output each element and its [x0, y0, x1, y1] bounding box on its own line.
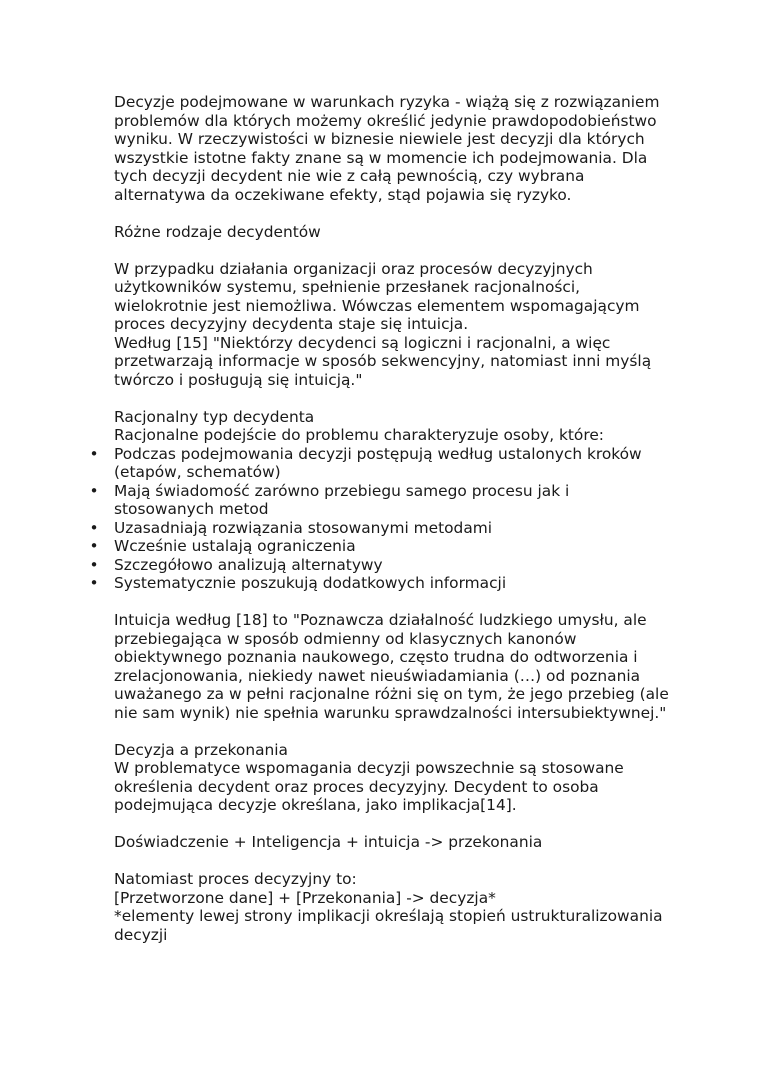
list-item [89, 574, 674, 593]
list-item-text: Systematycznie poszukują dodatkowych informacji [114, 574, 507, 592]
list-item-text: Mają świadomość zarówno przebiegu samego procesu jak i stosowanych metod [114, 481, 570, 518]
list-item-text: Uzasadniają rozwiązania stosowanymi metodami [114, 518, 493, 537]
list-item [89, 444, 674, 482]
formula-decision: [Przetworzone dane] + [Przekonania] -> decyzja* [114, 888, 496, 907]
heading-decision-maker-types: Różne rodzaje decydentów [114, 222, 321, 241]
paragraph-quote-15: Według [15] "Niektórzy decydenci są logiczni i racjonalni, a więc przetwarzają informacje w sposób sekwencyjny, natomiast inni myślą twórczo i posługują się intuicją." [114, 333, 652, 389]
spacer [114, 593, 674, 612]
list-item [89, 481, 674, 519]
document-body [89, 93, 674, 944]
list-item-text: Podczas podejmowania decyzji postępują według ustalonych kroków (etapów, schematów) [114, 444, 642, 481]
spacer [114, 852, 674, 871]
paragraph-risk-decisions: Decyzje podejmowane w warunkach ryzyka - wiążą się z rozwiązaniem problemów dla których możemy określić jedynie prawdopodobieństwo wyniku. W rzeczywistości w biznesie niewiele jest decyzji dla których wszystkie istotne fakty znane są w momencie ich podejmowania. Dla tych decyzji decydent nie wie z całą pewnością, czy wybrana alternatywa da oczekiwane efekty, stąd pojawia się ryzyko. [114, 93, 660, 204]
heading-decision-beliefs: Decyzja a przekonania [114, 740, 288, 759]
rational-intro: Racjonalne podejście do problemu charakteryzuje osoby, które: [114, 426, 604, 444]
spacer [114, 241, 674, 260]
spacer [114, 815, 674, 834]
paragraph-intuition-definition: Intuicja według [18] to "Poznawcza działalność ludzkiego umysłu, ale przebiegająca w sposób odmienny od klasycznych kanonów obiektywnego poznania naukowego, często trudna do odtworzenia i zrelacjonowania, niekiedy nawet nieuświadamiania (…) od poznania uważanego za w pełni racjonalne różni się on tym, że jego przebieg (ale nie sam wynik) nie spełnia warunku sprawdzalności intersubiektywnej." [114, 611, 669, 722]
footnote: *elementy lewej strony implikacji określają stopień ustrukturalizowania decyzji [114, 907, 663, 944]
list-item [89, 518, 674, 538]
rational-traits-list [89, 444, 674, 593]
bullet-icon: • [89, 555, 99, 574]
process-intro: Natomiast proces decyzyjny to: [114, 870, 357, 888]
list-item-text: Wcześnie ustalają ograniczenia [114, 537, 356, 555]
bullet-icon: • [89, 537, 99, 555]
spacer [114, 389, 674, 408]
spacer [114, 204, 674, 223]
spacer [114, 722, 674, 741]
heading-rational-type: Racjonalny typ decydenta [114, 407, 315, 426]
bullet-icon: • [89, 444, 99, 463]
bullet-icon: • [89, 574, 99, 592]
paragraph-decision-maker: W problematyce wspomagania decyzji powszechnie są stosowane określenia decydent oraz proces decyzyjny. Decydent to osoba podejmująca decyzje określana, jako implikacja[14]. [114, 759, 624, 814]
paragraph-intuition-support: W przypadku działania organizacji oraz procesów decyzyjnych użytkowników systemu, spełnienie przesłanek racjonalności, wielokrotnie jest niemożliwa. Wówczas elementem wspomagającym proces decyzyjny decydenta staje się intuicja. [114, 259, 640, 333]
list-item [89, 555, 674, 575]
list-item-text: Szczegółowo analizują alternatywy [114, 555, 383, 574]
list-item [89, 537, 674, 556]
bullet-icon: • [89, 518, 99, 537]
bullet-icon: • [89, 481, 99, 500]
formula-beliefs: Doświadczenie + Inteligencja + intuicja -> przekonania [114, 833, 543, 851]
